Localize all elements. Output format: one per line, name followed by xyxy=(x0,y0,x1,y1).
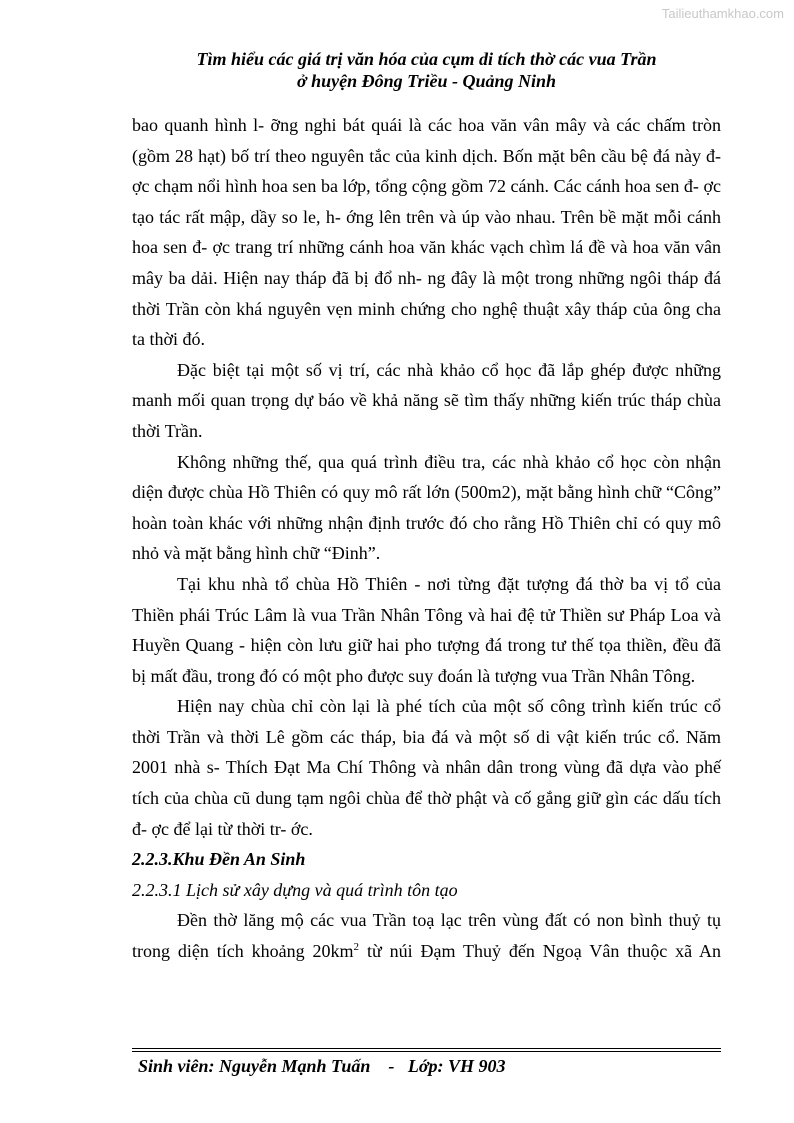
header-title-line-2: ở huyện Đông Triều - Quảng Ninh xyxy=(296,71,557,91)
paragraph-2: Đặc biệt tại một số vị trí, các nhà khảo cổ học đã lắp ghép được những manh mối quan trọng dự báo về khả năng sẽ tìm thấy những kiến trúc tháp chùa thời Trần. xyxy=(132,359,721,441)
page-header xyxy=(132,48,721,92)
document-body xyxy=(132,110,721,967)
subsection-heading: 2.2.3.1 Lịch sử xây dựng và quá trình tôn tạo xyxy=(132,879,458,900)
watermark: Tailieuthamkhao.com xyxy=(661,6,784,21)
paragraph-6 xyxy=(132,905,721,966)
paragraph-3: Không những thế, qua quá trình điều tra, các nhà khảo cổ học còn nhận diện được chùa Hồ Thiên có quy mô rất lớn (500m2), mặt bằng hình chữ “Công” hoàn toàn khác với những nhận định trước đó cho rằng Hồ Thiên chỉ có quy mô nhỏ và mặt bằng hình chữ “Đinh”. xyxy=(132,451,721,564)
header-title-line-1: Tìm hiểu các giá trị văn hóa của cụm di tích thờ các vua Trần xyxy=(196,49,657,69)
page-footer: Sinh viên: Nguyễn Mạnh Tuấn - Lớp: VH 903 xyxy=(138,1056,506,1076)
paragraph-4: Tại khu nhà tổ chùa Hồ Thiên - nơi từng đặt tượng đá thờ ba vị tổ của Thiền phái Trúc Lâm là vua Trần Nhân Tông và hai đệ tử Thiền sư Pháp Loa và Huyền Quang - hiện còn lưu giữ hai pho tượng đá trong tư thế tọa thiền, đều đã bị mất đầu, trong đó có một pho được suy đoán là tượng vua Trần Nhân Tông. xyxy=(132,573,721,686)
footer-divider xyxy=(132,1048,721,1052)
paragraph-1: bao quanh hình l- ỡng nghi bát quái là các hoa văn vân mây và các chấm tròn (gồm 28 hạt) bố trí theo nguyên tắc của kinh dịch. Bốn mặt bên cầu bệ đá này đ- ợc chạm nổi hình hoa sen ba lớp, tổng cộng gồm 72 cánh. Các cánh hoa sen đ- ợc tạo tác rất mập, dầy so le, h- ớng lên trên và úp vào nhau. Trên bề mặt mỗi cánh hoa sen đ- ợc trang trí những cánh hoa văn khác vạch chìm lá đề và hoa văn vân mây ba dải. Hiện nay tháp đã bị đổ nh- ng đây là một trong những ngôi tháp đá thời Trần còn khá nguyên vẹn minh chứng cho nghệ thuật xây tháp của ông cha ta thời đó. xyxy=(132,115,721,350)
superscript: 2 xyxy=(353,941,360,954)
paragraph-6-text-end: từ núi Đạm Thuỷ đến Ngoạ Vân thuộc xã An xyxy=(359,941,722,962)
paragraph-6-text: Đền thờ lăng mộ các vua Trần toạ lạc trên vùng đất có non bình thuỷ tụ trong diện tích khoảng 20km xyxy=(132,910,721,962)
paragraph-5: Hiện nay chùa chỉ còn lại là phé tích của một số công trình kiến trúc cổ thời Trần và thời Lê gồm các tháp, bia đá và một số di vật kiến trúc cổ. Năm 2001 nhà s- Thích Đạt Ma Chí Thông và nhân dân trong vùng đã dựa vào phế tích của chùa cũ dung tạm ngôi chùa để thờ phật và cố gắng giữ gìn các dấu tích đ- ợc để lại từ thời tr- ớc. xyxy=(132,696,721,839)
section-heading: 2.2.3.Khu Đền An Sinh xyxy=(132,849,306,870)
